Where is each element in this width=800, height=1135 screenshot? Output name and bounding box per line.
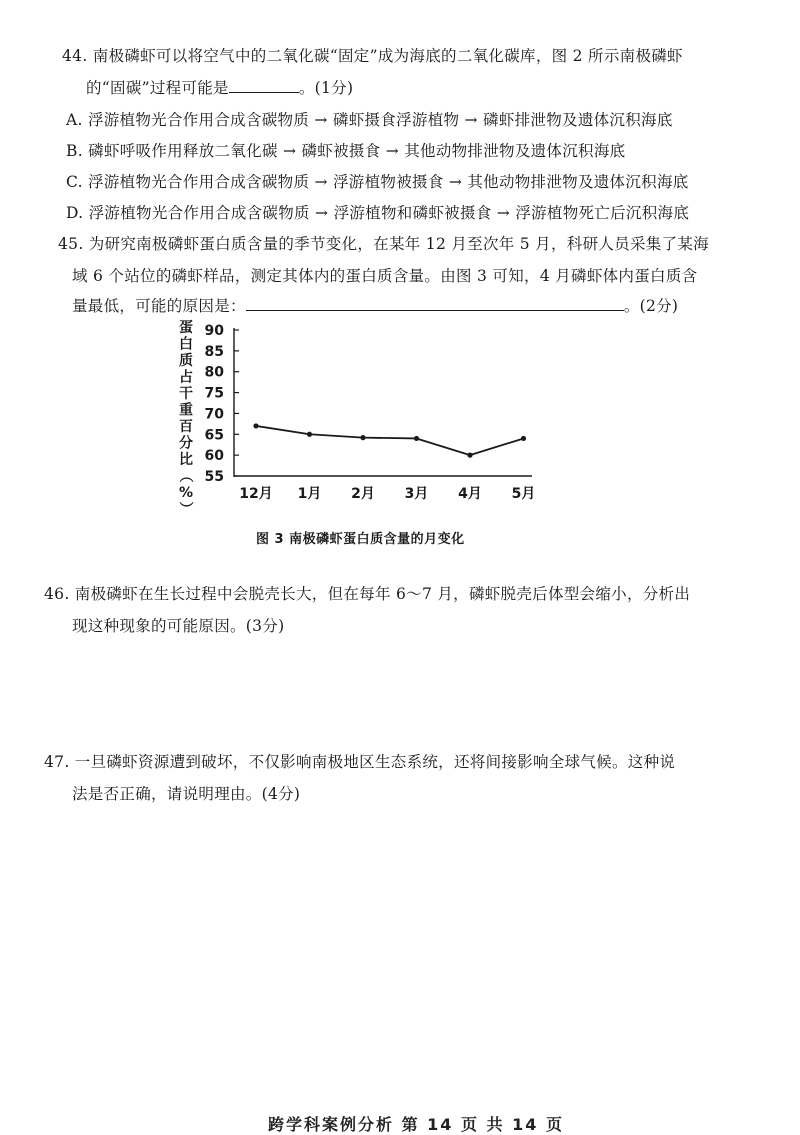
data-point [253, 423, 258, 428]
y-label-char: 干 [179, 386, 193, 402]
q46-line1: 46. 南极磷虾在生长过程中会脱壳长大，但在每年 6～7 月，磷虾脱壳后体型会缩小，分析出 [44, 585, 691, 603]
y-tick-label: 65 [204, 427, 224, 444]
y-label-char: 百 [179, 419, 193, 435]
q45-line2: 域 6 个站位的磷虾样品，测定其体内的蛋白质含量。由图 3 可知，4 月磷虾体内蛋白质含 [72, 267, 698, 285]
q45-line1: 45. 为研究南极磷虾蛋白质含量的季节变化，在某年 12 月至次年 5 月，科研人员采集了某海 [58, 235, 709, 253]
chart-axes [234, 328, 532, 477]
q44-option-d: D. 浮游植物光合作用合成含碳物质 → 浮游植物和磷虾被摄食 → 浮游植物死亡后沉积海底 [66, 204, 690, 222]
y-label-char: 分 [179, 435, 193, 452]
q46-line2: 现这种现象的可能原因。(3分) [72, 617, 285, 635]
data-point [521, 436, 526, 441]
y-tick-label: 55 [204, 469, 224, 485]
q45-line3 [72, 294, 678, 316]
y-label-char: 质 [179, 353, 193, 369]
q44-line1: 44. 南极磷虾可以将空气中的二氧化碳“固定”成为海底的二氧化碳库，图 2 所示南极磷虾 [62, 47, 683, 65]
x-tick-label: 12月 [239, 486, 273, 502]
q44-answer-blank[interactable] [229, 91, 299, 93]
q44-option-c: C. 浮游植物光合作用合成含碳物质 → 浮游植物被摄食 → 其他动物排泄物及遗体沉积海底 [66, 173, 689, 191]
data-point [467, 453, 472, 458]
data-point [307, 432, 312, 437]
x-tick-label: 4月 [458, 486, 482, 502]
q45-line3-text: 量最低，可能的原因是： [72, 297, 246, 315]
y-label-char: 白 [179, 336, 193, 353]
y-tick-label: 85 [204, 343, 224, 360]
protein-line-chart [170, 318, 550, 518]
x-tick-label: 3月 [404, 486, 429, 502]
q47-line1: 47. 一旦磷虾资源遭到破坏，不仅影响南极地区生态系统，还将间接影响全球气候。这种说 [44, 753, 676, 771]
q45-score: 。(2分) [623, 297, 679, 315]
y-label-char: ） [177, 501, 193, 516]
x-tick-label: 1月 [297, 486, 322, 502]
y-axis-label [177, 319, 193, 516]
y-tick-label: 75 [204, 385, 224, 402]
data-point [360, 435, 365, 440]
y-label-char: 重 [179, 402, 193, 419]
y-label-char: 蛋 [179, 320, 193, 336]
protein-series [253, 423, 526, 457]
q45-answer-blank[interactable] [246, 309, 624, 311]
y-label-char: （ [177, 468, 193, 483]
q44-score: 。(1分) [298, 79, 354, 97]
q44-line2 [86, 76, 353, 98]
q44-option-b: B. 磷虾呼吸作用释放二氧化碳 → 磷虾被摄食 → 其他动物排泄物及遗体沉积海底 [66, 142, 626, 160]
x-tick-labels [239, 486, 535, 502]
y-tick-label: 70 [204, 406, 224, 423]
figure-caption: 图 3 南极磷虾蛋白质含量的月变化 [256, 532, 465, 547]
y-tick-label: 80 [204, 364, 224, 381]
q44-line2-text: 的“固碳”过程可能是 [86, 79, 229, 97]
y-label-char: 比 [179, 452, 193, 468]
x-tick-label: 5月 [511, 486, 536, 502]
x-tick-label: 2月 [351, 486, 375, 502]
series-line [256, 426, 524, 455]
y-label-char: 占 [179, 369, 193, 386]
y-label-char: % [178, 485, 194, 501]
q44-option-a: A. 浮游植物光合作用合成含碳物质 → 磷虾摄食浮游植物 → 磷虾排泄物及遗体沉积海底 [66, 111, 673, 129]
y-tick-label: 60 [204, 448, 224, 465]
y-tick-label: 90 [204, 323, 224, 339]
page-footer: 跨学科案例分析 第 14 页 共 14 页 [268, 1115, 564, 1134]
q47-line2: 法是否正确，请说明理由。(4分) [72, 785, 301, 803]
data-point [414, 436, 419, 441]
